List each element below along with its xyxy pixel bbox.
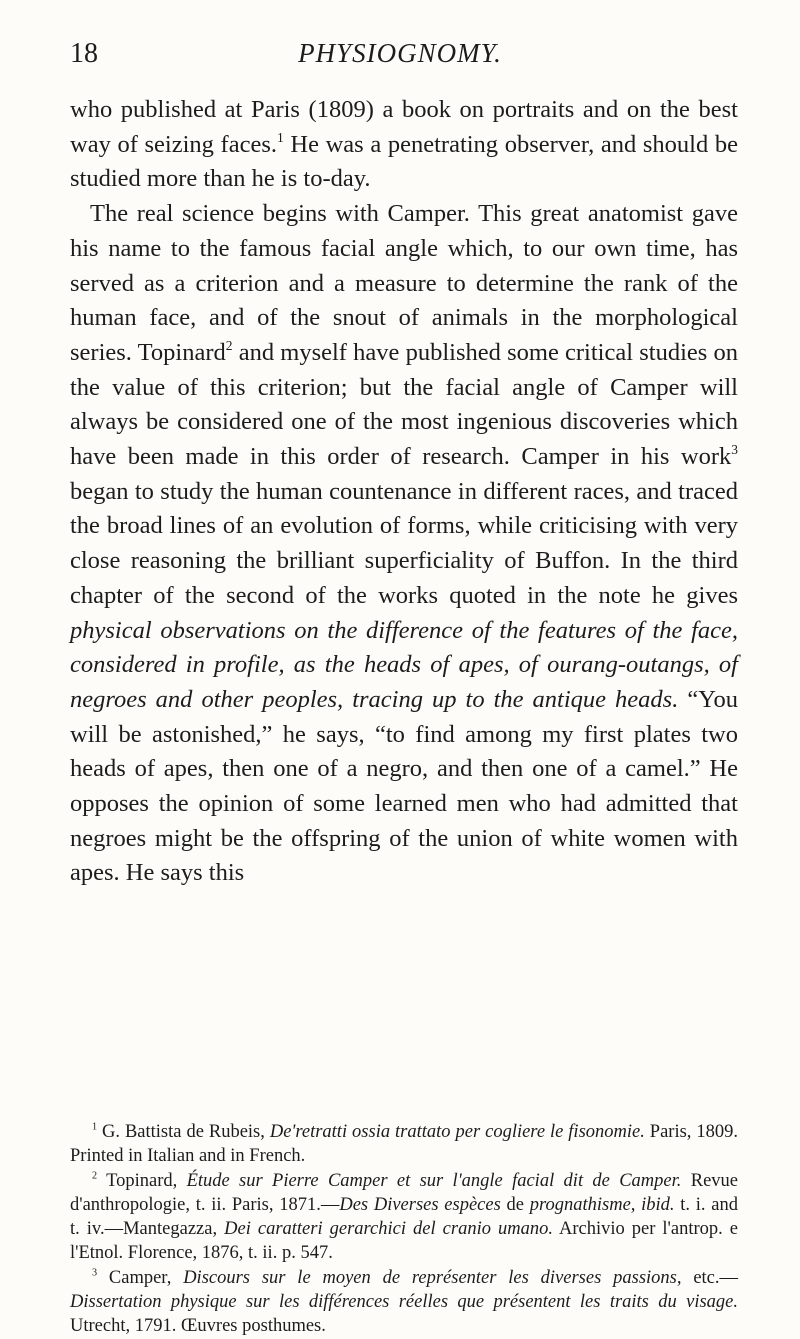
- paragraph-2: The real science begins with Camper. This great anatomist gave his name to the famous facial angle which, to our own time, has served as a criterion and a measure to determine the rank of the human face, and of the snout of animals in the morphological series. Topinard$^2$ and myself have published some critical studies on the value of this criterion; but the facial angle of Camper will always be considered one of the most ingenious discoveries which have been made in this order of research. Camper in his work$^3$ began to study the human countenance in different races, and traced the broad lines of an evolution of forms, while criticising with very close reasoning the brilliant superficiality of Buffon. In the third chapter of the second of the works quoted in the note he gives physical observations on the difference of the features of the face, considered in profile, as the heads of apes, of ourang-outangs, of negroes and other peoples, tracing up to the antique heads. “You will be astonished,” he says, “to find among my first plates two heads of apes, then one of a negro, and then one of a camel.” He opposes the opinion of some learned men who had admitted that negroes might be the offspring of the union of white women with apes. He says this: [70, 200, 738, 887]
- footnote-ref-2: 2: [225, 337, 233, 353]
- footnote-ref-1: 1: [277, 129, 284, 145]
- page-header: [0, 38, 800, 78]
- footnote-2: $^2$ Topinard, Étude sur Pierre Camper et sur l'angle facial dit de Camper. Revue d'anthropologie, t. ii. Paris, 1871.—Des Diverses espèces de prognathisme, ibid. t. i. and t. iv.—Mantegazza, Dei caratteri gerarchici del cranio umano. Archivio per l'antrop. e l'Etnol. Florence, 1876, t. ii. p. 547.: [70, 1169, 739, 1264]
- body-text: [70, 93, 738, 891]
- footnotes: [70, 1120, 738, 1339]
- footnote-1: $^1$ G. Battista de Rubeis, De'retratti ossia trattato per cogliere le fisonomie. Paris, 1809. Printed in Italian and in French.: [70, 1121, 739, 1167]
- paragraph-1: who published at Paris (1809) a book on portraits and on the best way of seizing faces.$^1$ He was a penetrating observer, and should be studied more than he is to-day.: [70, 96, 738, 193]
- page-number: 18: [70, 38, 98, 69]
- italic-title: physical observations on the difference of the features of the face, considered in profile, as the heads of apes, of ourang-outangs, of negroes and other peoples, tracing up to the antique heads.: [70, 616, 738, 713]
- running-title: PHYSIOGNOMY.: [298, 38, 502, 68]
- footnote-ref-3: 3: [731, 441, 738, 457]
- footnote-3: $^3$ Camper, Discours sur le moyen de représenter les diverses passions, etc.—Dissertation physique sur les différences réelles que présentent les traits du visage. Utrecht, 1791. Œuvres posthumes.: [70, 1267, 739, 1337]
